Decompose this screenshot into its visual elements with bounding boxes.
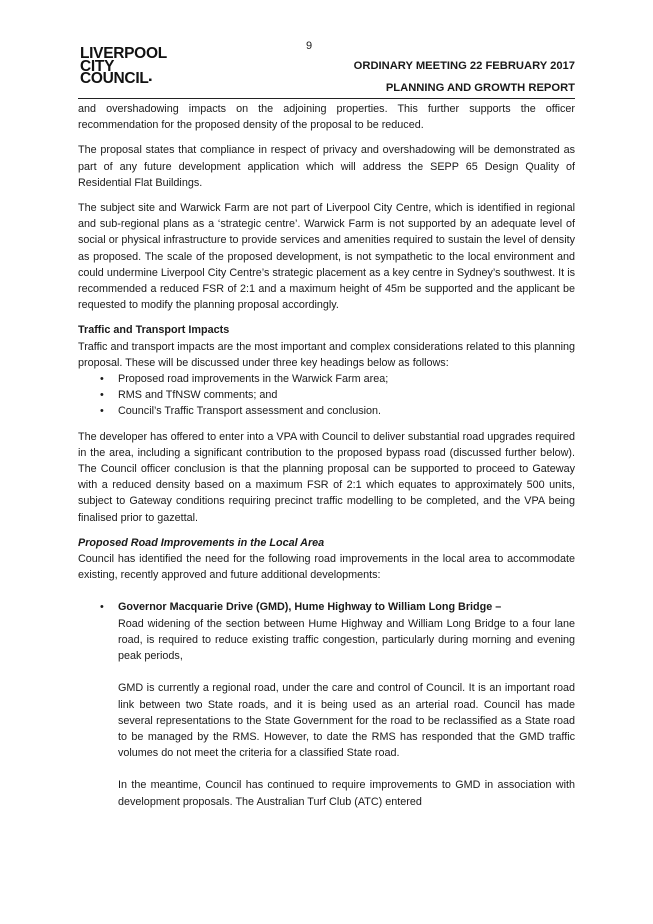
- list-item: [100, 387, 575, 403]
- gmd-paragraph-atc: In the meantime, Council has continued to require improvements to GMD in association with development proposals. The Australian Turf Club (ATC) entered: [118, 779, 575, 808]
- logo-line-2: CITY: [80, 57, 115, 75]
- paragraph-overshadowing: and overshadowing impacts on the adjoining properties. This further supports the officer recommendation for the proposed density of the proposal to be reduced.: [78, 103, 575, 132]
- logo-line-3: [80, 70, 167, 88]
- logo-mark-icon: ▪: [148, 75, 152, 86]
- council-logo: [80, 45, 167, 88]
- traffic-intro: Traffic and transport impacts are the most important and complex considerations related to this planning proposal. These will be discussed under three key headings below as follows:: [78, 340, 575, 369]
- header-divider: [78, 98, 575, 99]
- list-item: [100, 403, 575, 419]
- gmd-paragraph-classification: GMD is currently a regional road, under the care and control of Council. It is an important road link between two State roads, and it is being used as an arterial road. Council has made several representations to the State Government for the road to be reclassified as a State road to be managed by the RMS. However, to date the RMS has responded that the GMD traffic volumes do not meet the criteria for a classified State road.: [118, 682, 575, 760]
- bullet-icon: •: [100, 389, 104, 402]
- paragraph-vpa: The developer has offered to enter into a VPA with Council to deliver substantial road upgrades required in the area, including a significant contribution to the proposed bypass road (discussed further below). The Council officer conclusion is that the planning proposal can be supported to proceed to Gateway with a reduced density based on a maximum FSR of 2:1 which equates to approximately 500 units, subject to Gateway conditions requiring precinct traffic modelling to be completed, and the VPA being finalised prior to gazettal.: [78, 430, 575, 524]
- list-item-text: Council’s Traffic Transport assessment and conclusion.: [118, 405, 382, 418]
- list-item: [100, 371, 575, 387]
- gmd-item: [78, 599, 575, 809]
- meeting-title: ORDINARY MEETING 22 FEBRUARY 2017: [353, 60, 575, 72]
- road-improvements-heading: Proposed Road Improvements in the Local Area: [78, 536, 325, 549]
- bullet-icon: •: [100, 373, 104, 386]
- logo-line-1: LIVERPOOL: [80, 45, 167, 62]
- gmd-title: Governor Macquarie Drive (GMD), Hume Highway to William Long Bridge –: [118, 601, 502, 614]
- gmd-paragraph-widening: Road widening of the section between Hume Highway and William Long Bridge to a four lane road, is required to reduce existing traffic congestion, particularly during morning and evening peak periods,: [118, 617, 575, 663]
- bullet-icon: •: [100, 601, 104, 614]
- logo-line-3-text: COUNCIL: [80, 70, 149, 87]
- list-item-text: RMS and TfNSW comments; and: [118, 389, 278, 402]
- page-number: 9: [305, 40, 313, 52]
- list-item-text: Proposed road improvements in the Warwick Farm area;: [118, 373, 389, 386]
- paragraph-privacy: The proposal states that compliance in respect of privacy and overshadowing will be demonstrated as part of any future development application which will address the SEPP 65 Design Quality of Residential Flat Buildings.: [78, 144, 575, 189]
- report-title: PLANNING AND GROWTH REPORT: [385, 82, 575, 94]
- paragraph-subject-site: The subject site and Warwick Farm are not part of Liverpool City Centre, which is identified in regional and sub-regional plans as a ‘strategic centre’. Warwick Farm is not supported by an adequate level of social or physical infrastructure to provide services and amenities required to sustain the level of density as proposed. The scale of the proposed development, is not sympathetic to the local environment and could undermine Liverpool City Centre’s strategic placement as a key centre in Sydney’s southwest. It is recommended a reduced FSR of 2:1 and a maximum height of 45m be supported and the applicant be requested to modify the planning proposal accordingly.: [78, 202, 575, 312]
- traffic-bullet-list: [78, 371, 575, 420]
- bullet-icon: •: [100, 405, 104, 418]
- traffic-heading: Traffic and Transport Impacts: [78, 324, 230, 337]
- report-body: [78, 101, 575, 826]
- road-intro: Council has identified the need for the following road improvements in the local area to accommodate existing, recently approved and future additional developments:: [78, 553, 575, 582]
- spacer: [78, 583, 575, 599]
